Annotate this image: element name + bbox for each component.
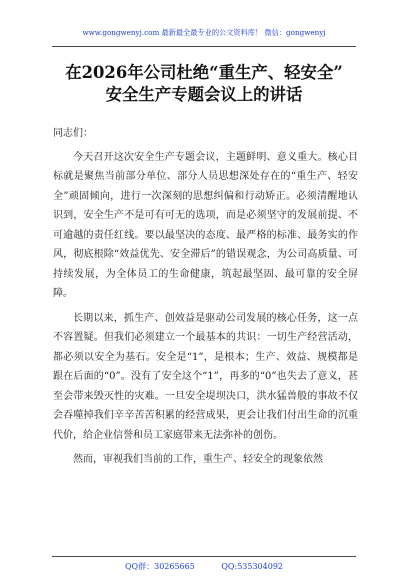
footer-qq-group: QQ群：30265665: [124, 562, 195, 571]
paragraph-2: 长期以来，抓生产、创效益是驱动公司发展的核心任务，这一点不容置疑。但我们必须建立一个最基本的共识：一切生产经营活动，都必须以安全为基石。安全是“1”，是根本；生产、效益、规模都是跟在后面的“0”。没有了安全这个“1”，再多的“0”也失去了意义，甚至会带来毁灭性的灾难。一旦安全堤坝决口，洪水猛兽般的事故不仅会吞噬掉我们辛辛苦苦积累的经营成果，更会让我们付出生命的沉重代价，给企业信誉和员工家庭带来无法弥补的创伤。: [53, 312, 358, 441]
paragraph-1: 今天召开这次安全生产专题会议，主题鲜明、意义重大。核心目标就是聚焦当前部分单位、部分人员思想深处存在的“重生产、轻安全”顽固倾向，进行一次深刻的思想纠偏和行动矫正。必须清醒地认识到，安全生产不是可有可无的选项，而是必须坚守的发展前提、不可逾越的责任红线。要以最坚决的态度、最严格的标准、最务实的作风，彻底根除“效益优先、安全滞后”的错误观念，为公司高质量、可持续发展，为全体员工的生命健康，筑起最坚固、最可靠的安全屏障。: [53, 151, 358, 299]
footer-divider: [52, 556, 356, 557]
salutation: 同志们：: [53, 128, 93, 139]
paragraph-3: 然而，审视我们当前的工作，重生产、轻安全的现象依然: [73, 454, 323, 465]
footer-qq: QQ:535304092: [221, 562, 283, 571]
document-body: [53, 124, 358, 470]
document-title: [0, 62, 408, 106]
header-divider: [52, 46, 356, 47]
title-line-1: 在2026年公司杜绝“重生产、轻安全”: [65, 63, 343, 82]
title-line-2: 安全生产专题会议上的讲话: [105, 85, 303, 104]
header-website-text: www.gongwenyj.com 最新最全最专业的公文资料库！ 微信：gongwenyj: [82, 28, 326, 37]
page-header: [0, 0, 408, 50]
page-footer: [0, 561, 408, 573]
